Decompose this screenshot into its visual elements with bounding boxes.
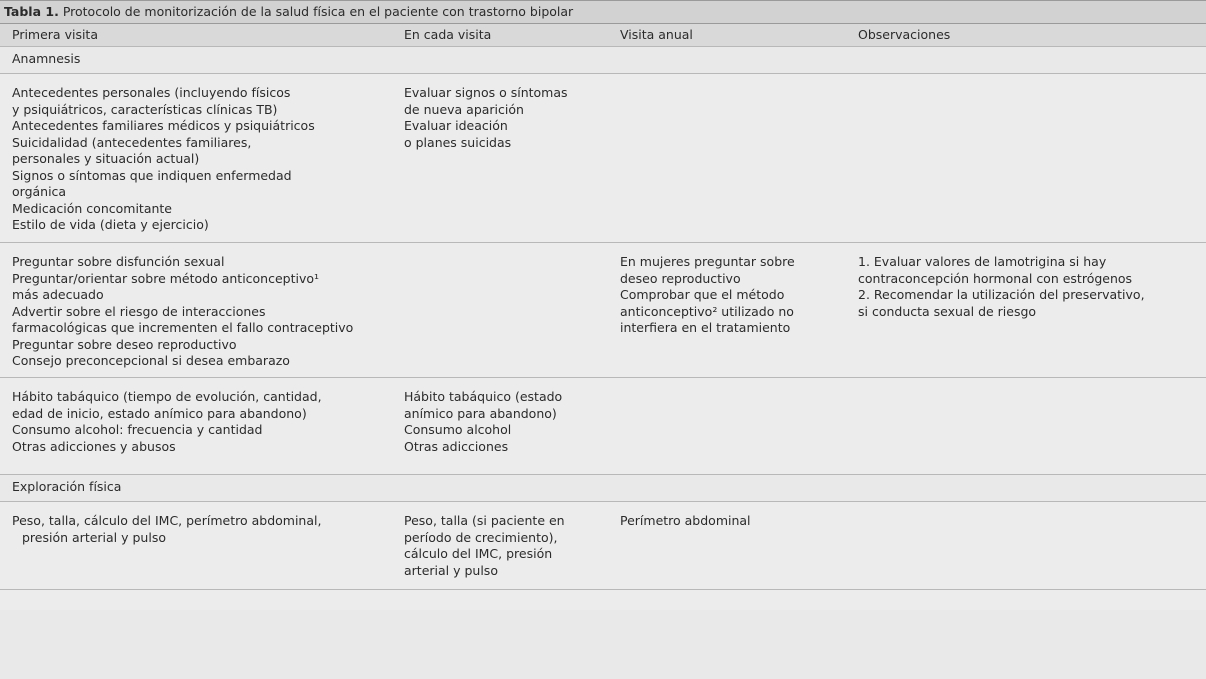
- cell-line: Hábito tabáquico (tiempo de evolución, cantidad,: [12, 389, 322, 404]
- header-visita-anual: Visita anual: [620, 27, 693, 42]
- cell-line: contraconcepción hormonal con estrógenos: [858, 270, 1133, 286]
- cell-line: Otras adicciones: [404, 438, 509, 454]
- cell-line: Antecedentes personales (incluyendo físicos: [12, 85, 291, 100]
- cell-line: Comprobar que el método: [620, 287, 785, 302]
- cell-en-cada-visita: [404, 389, 614, 455]
- header-observaciones: Observaciones: [858, 27, 951, 42]
- cell-primera-visita: [12, 85, 392, 234]
- table-row-continued: [0, 590, 1206, 610]
- table-row-habitos-toxicos: [0, 378, 1206, 475]
- cell-line: En mujeres preguntar sobre: [620, 254, 795, 269]
- cell-line: orgánica: [12, 184, 67, 199]
- caption-text: Protocolo de monitorización de la salud física en el paciente con trastorno bipolar: [62, 4, 574, 19]
- section-title-exploracion: Exploración física: [12, 479, 122, 494]
- cell-line: si conducta sexual de riesgo: [858, 303, 1037, 319]
- cell-line: o planes suicidas: [404, 134, 512, 150]
- cell-line: Medicación concomitante: [12, 200, 172, 216]
- cell-line: deseo reproductivo: [620, 270, 741, 286]
- header-row: [0, 24, 1206, 47]
- cell-visita-anual: [620, 254, 850, 337]
- table-row-salud-sexual: [0, 243, 1206, 378]
- cell-en-cada-visita: [404, 513, 614, 579]
- cell-line: y psiquiátricos, características clínicas TB): [12, 101, 278, 117]
- table-caption: [0, 0, 1206, 24]
- cell-line: Signos o síntomas que indiquen enfermedad: [12, 167, 292, 183]
- cell-line: Evaluar ideación: [404, 118, 508, 133]
- cell-line: más adecuado: [12, 287, 104, 302]
- cell-line: Suicidalidad (antecedentes familiares,: [12, 134, 252, 150]
- cell-observaciones: [858, 254, 1203, 320]
- cell-line: de nueva aparición: [404, 101, 524, 117]
- section-title-anamnesis: Anamnesis: [12, 51, 81, 66]
- cell-line: farmacológicas que incrementen el fallo contraceptivo: [12, 320, 354, 335]
- cell-line: Antecedentes familiares médicos y psiquiátricos: [12, 118, 315, 133]
- cell-line: anticonceptivo² utilizado no: [620, 303, 794, 319]
- cell-line: personales y situación actual): [12, 151, 200, 166]
- cell-line: Advertir sobre el riesgo de interacciones: [12, 303, 266, 319]
- cell-line: edad de inicio, estado anímico para abandono): [12, 405, 307, 421]
- cell-line: 2. Recomendar la utilización del preservativo,: [858, 287, 1145, 302]
- cell-primera-visita: [12, 254, 392, 370]
- header-en-cada-visita: En cada visita: [404, 27, 492, 42]
- cell-line: Preguntar sobre deseo reproductivo: [12, 336, 237, 352]
- cell-line: Perímetro abdominal: [620, 513, 751, 528]
- cell-line: Preguntar/orientar sobre método anticonceptivo¹: [12, 270, 320, 286]
- cell-line: Estilo de vida (dieta y ejercicio): [12, 217, 209, 232]
- cell-line: cálculo del IMC, presión: [404, 546, 553, 561]
- table-row-exploracion: [0, 502, 1206, 590]
- cell-line: Preguntar sobre disfunción sexual: [12, 254, 225, 269]
- section-row-anamnesis: [0, 47, 1206, 74]
- cell-line: Peso, talla (si paciente en: [404, 513, 565, 528]
- cell-line: Consejo preconcepcional si desea embarazo: [12, 353, 290, 368]
- cell-primera-visita: [12, 389, 392, 455]
- cell-line: Evaluar signos o síntomas: [404, 85, 568, 100]
- cell-line: 1. Evaluar valores de lamotrigina si hay: [858, 254, 1107, 269]
- header-primera-visita: Primera visita: [12, 27, 98, 42]
- cell-line: período de crecimiento),: [404, 529, 558, 545]
- cell-line: arterial y pulso: [404, 562, 498, 578]
- section-row-exploracion-fisica: [0, 475, 1206, 502]
- table-row-anamnesis: [0, 74, 1206, 243]
- cell-line: anímico para abandono): [404, 405, 557, 421]
- cell-primera-visita: [12, 513, 392, 546]
- cell-visita-anual: [620, 513, 850, 530]
- cell-line: Consumo alcohol: [404, 422, 512, 437]
- cell-line: Hábito tabáquico (estado: [404, 389, 563, 404]
- cell-line: Peso, talla, cálculo del IMC, perímetro abdominal,: [12, 513, 322, 528]
- cell-line: presión arterial y pulso: [22, 529, 166, 545]
- caption-label: Tabla 1.: [4, 4, 59, 19]
- cell-line: Otras adicciones y abusos: [12, 438, 176, 454]
- cell-line: interfiera en el tratamiento: [620, 320, 791, 335]
- cell-en-cada-visita: [404, 85, 614, 151]
- cell-line: Consumo alcohol: frecuencia y cantidad: [12, 422, 263, 437]
